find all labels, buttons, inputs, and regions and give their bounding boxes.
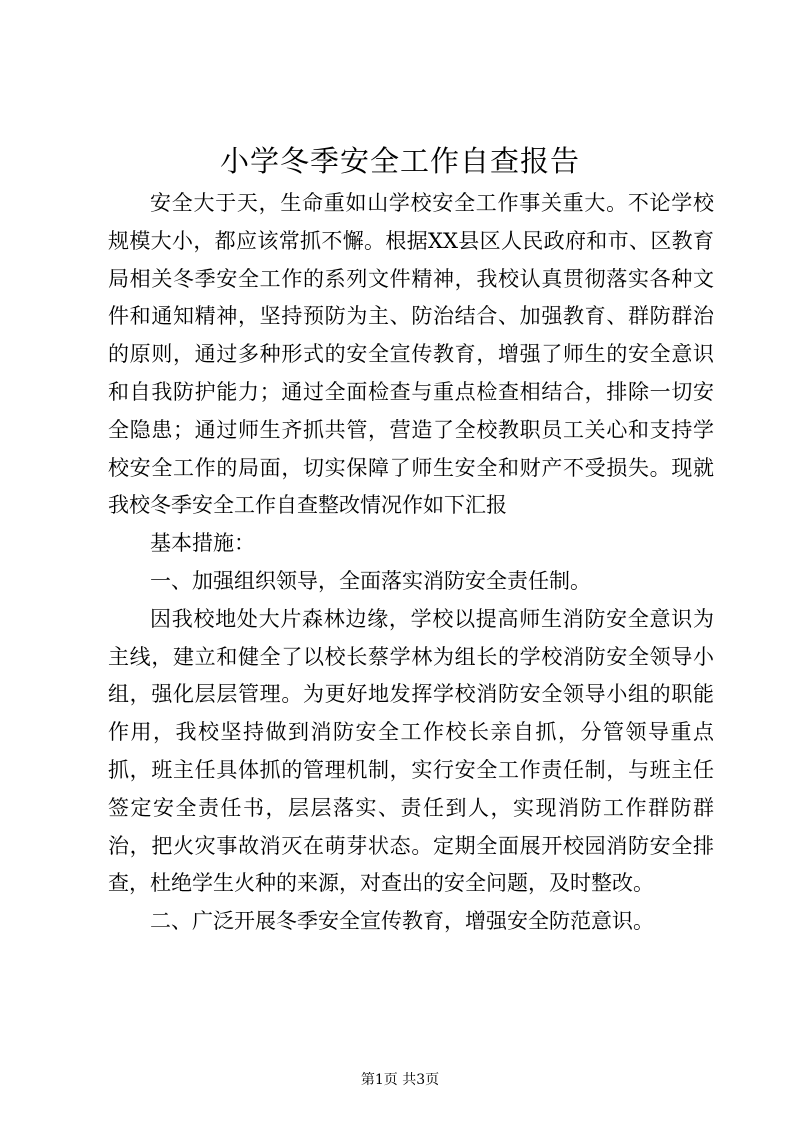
- section-one-heading: 一、加强组织领导，全面落实消防安全责任制。: [150, 568, 591, 593]
- document-body: [108, 185, 714, 941]
- basic-measures-heading: 基本措施：: [150, 531, 255, 556]
- page-footer: 第1页 共3页: [360, 1072, 440, 1088]
- document-title: 小学冬季安全工作自查报告: [219, 144, 580, 178]
- section-one-paragraph: 因我校地处大片森林边缘，学校以提高师生消防安全意识为主线，建立和健全了以校长蔡学林为组长的学校消防安全领导小组，强化层层管理。为更好地发挥学校消防安全领导小组的职能作用，我校坚持做到消防安全工作校长亲自抓，分管领导重点抓，班主任具体抓的管理机制，实行安全工作责任制，与班主任签定安全责任书，层层落实、责任到人，实现消防工作群防群治，把火灾事故消灭在萌芽状态。定期全面展开校园消防安全排查，杜绝学生火种的来源，对查出的安全问题，及时整改。: [108, 606, 714, 896]
- intro-paragraph: 安全大于天，生命重如山学校安全工作事关重大。不论学校规模大小，都应该常抓不懈。根据XX县区人民政府和市、区教育局相关冬季安全工作的系列文件精神，我校认真贯彻落实各种文件和通知精神，坚持预防为主、防治结合、加强教育、群防群治的原则，通过多种形式的安全宣传教育，增强了师生的安全意识和自我防护能力；通过全面检查与重点检查相结合，排除一切安全隐患；通过师生齐抓共管，营造了全校教职员工关心和支持学校安全工作的局面，切实保障了师生安全和财产不受损失。现就我校冬季安全工作自查整改情况作如下汇报: [108, 191, 714, 518]
- section-two-heading: 二、广泛开展冬季安全宣传教育，增强安全防范意识。: [150, 909, 654, 934]
